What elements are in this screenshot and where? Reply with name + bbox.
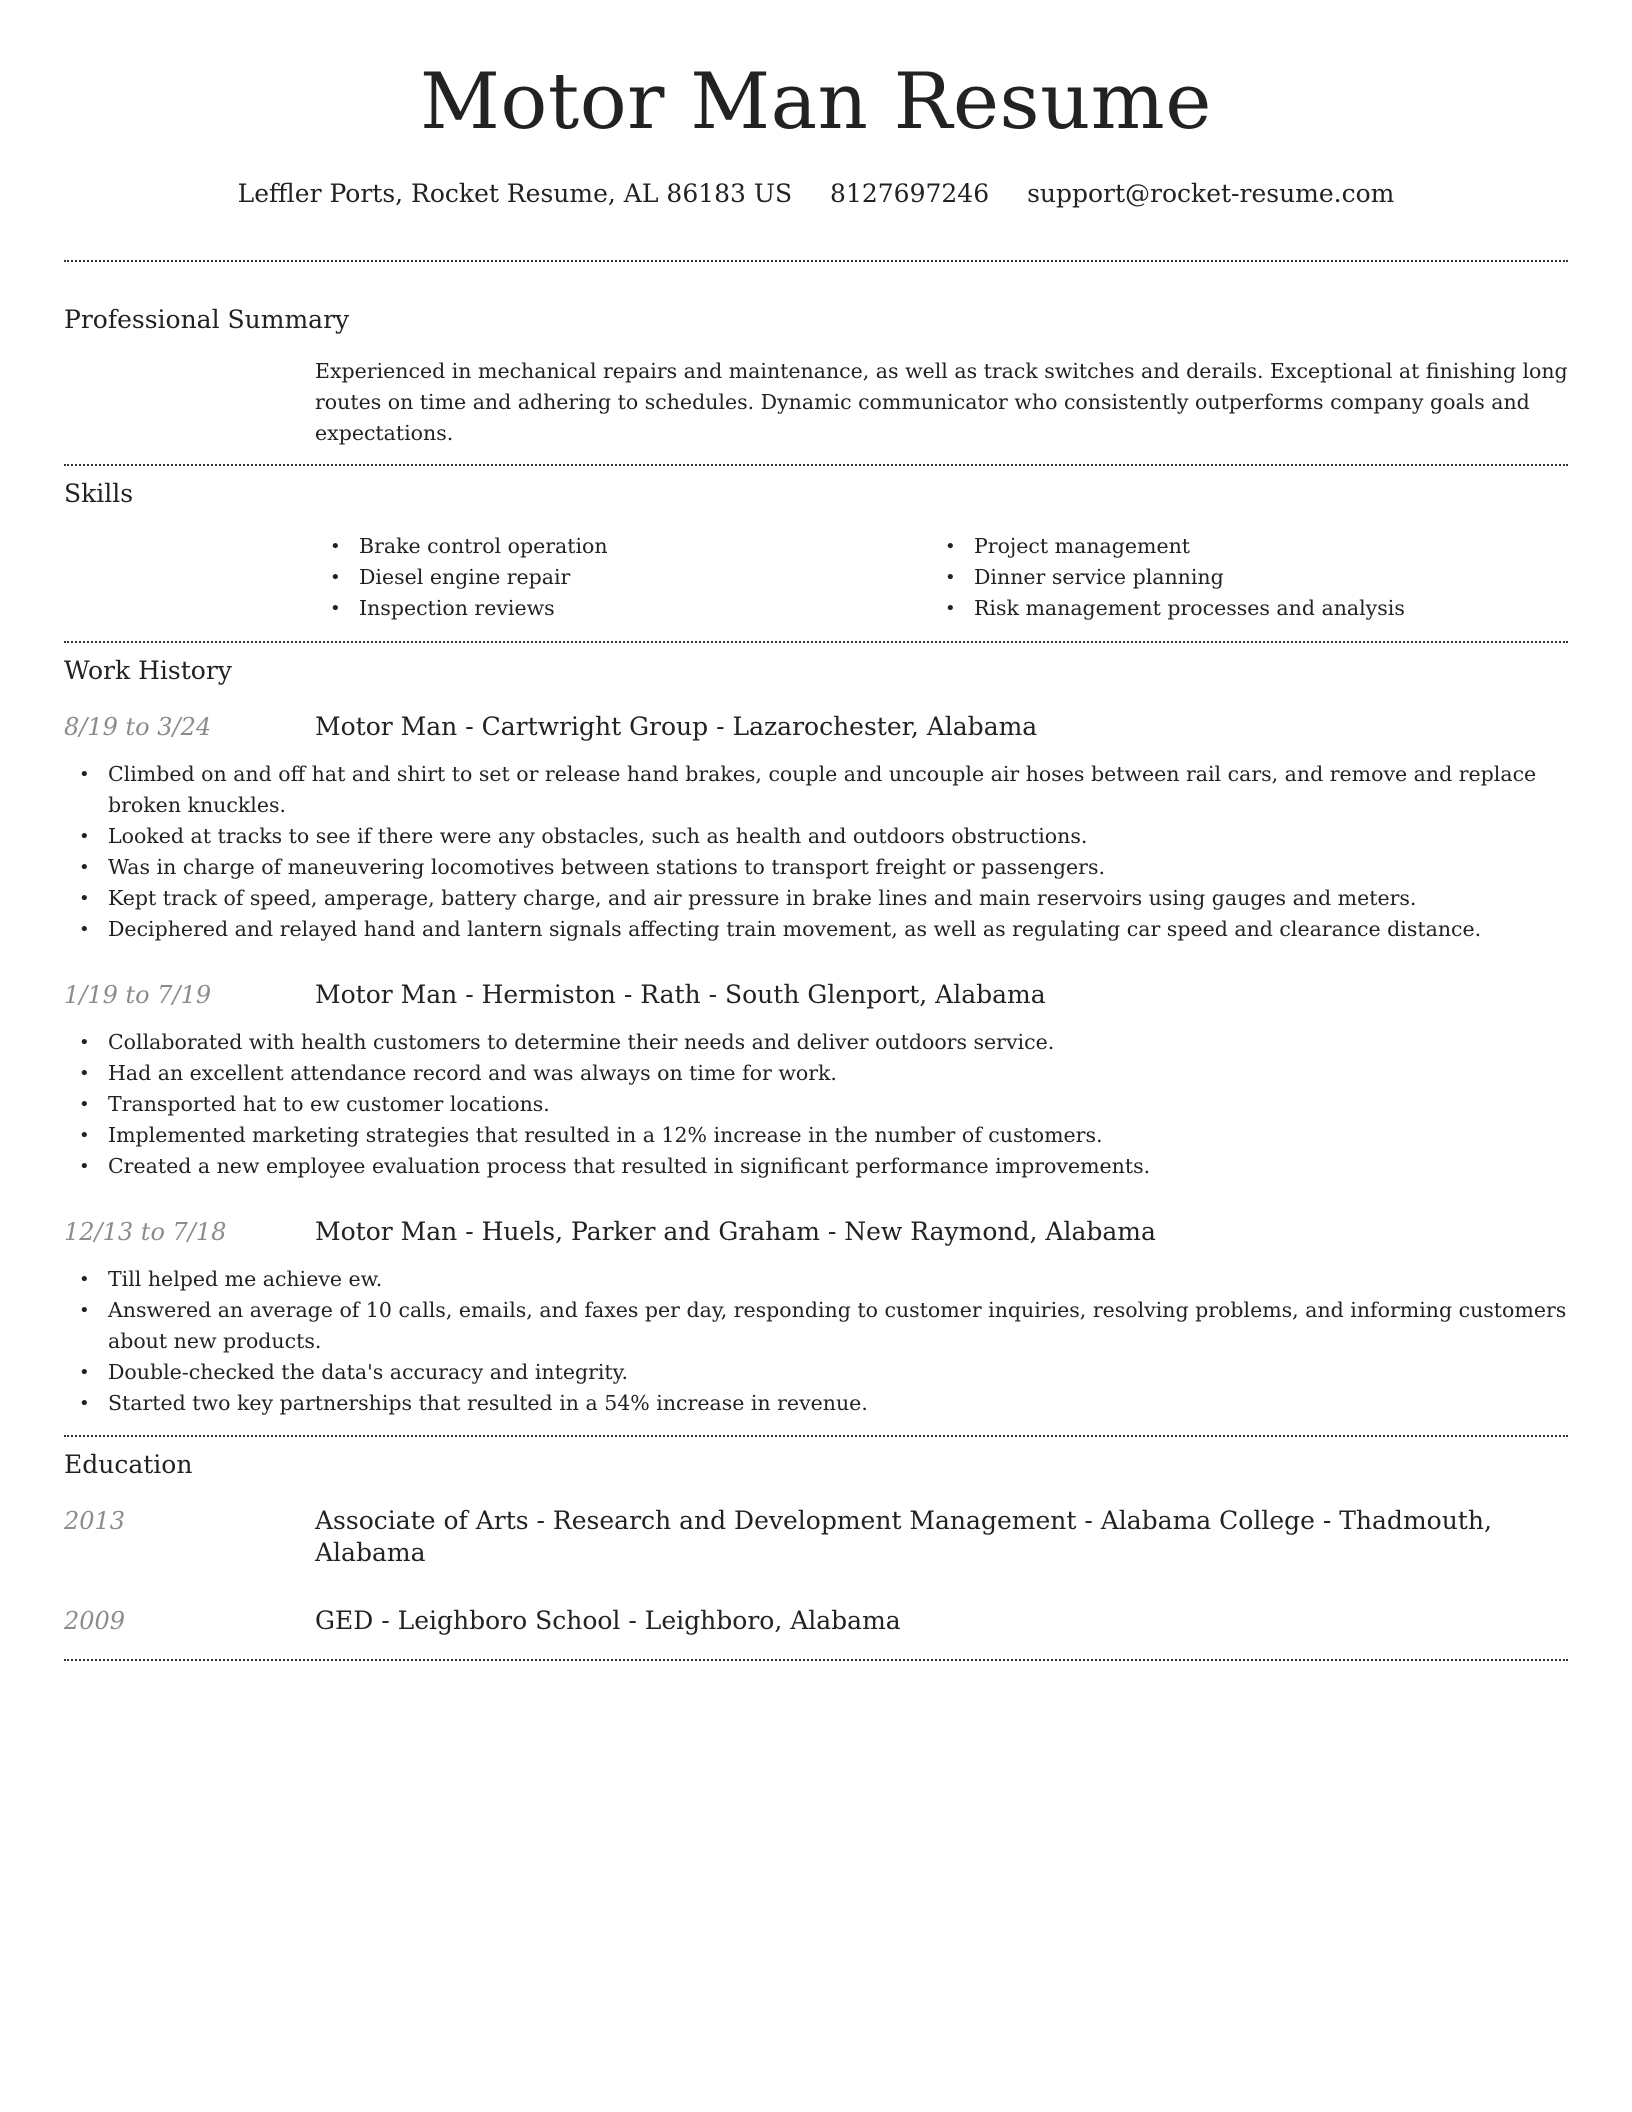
summary-section — [64, 304, 1568, 449]
education-year: 2009 — [64, 1607, 126, 1635]
skill-item: • Inspection reviews — [315, 593, 930, 624]
phone: 8127697246 — [830, 179, 990, 208]
education-section — [64, 1449, 1568, 1637]
education-entry — [64, 1605, 1568, 1637]
job-entry — [64, 979, 1568, 1182]
resume-title: Motor Man Resume — [420, 57, 1212, 147]
skill-item: • Brake control operation — [315, 531, 930, 562]
job-title: Motor Man - Cartwright Group - Lazarochester, Alabama — [315, 712, 1038, 741]
job-dates: 12/13 to 7/18 — [64, 1218, 227, 1246]
job-bullets — [64, 1027, 1568, 1182]
list-item: • Answered an average of 10 calls, emails, and faxes per day, responding to customer inquiries, resolving problems, and informing customers about new products. — [64, 1295, 1568, 1357]
resume-page — [64, 0, 1568, 1661]
skill-item: • Project management — [930, 531, 1545, 562]
divider — [64, 641, 1568, 643]
skills-section — [64, 478, 1568, 624]
job-entry — [64, 1216, 1568, 1419]
list-item: • Till helped me achieve ew. — [64, 1264, 1568, 1295]
skills-list-right — [930, 531, 1545, 624]
education-text: GED - Leighboro School - Leighboro, Alabama — [315, 1606, 901, 1635]
email: support@rocket-resume.com — [1027, 179, 1395, 208]
education-year: 2013 — [64, 1507, 126, 1535]
list-item: • Had an excellent attendance record and was always on time for work. — [64, 1058, 1568, 1089]
job-dates: 1/19 to 7/19 — [64, 981, 212, 1009]
education-text: Associate of Arts - Research and Development Management - Alabama College - Thadmouth, Alabama — [315, 1506, 1492, 1567]
list-item: • Double-checked the data's accuracy and integrity. — [64, 1357, 1568, 1388]
list-item: • Was in charge of maneuvering locomotives between stations to transport freight or passengers. — [64, 852, 1568, 883]
contact-line — [64, 178, 1568, 210]
skills-list-left — [315, 531, 930, 624]
skill-item: • Dinner service planning — [930, 562, 1545, 593]
job-entry — [64, 711, 1568, 945]
list-item: • Looked at tracks to see if there were any obstacles, such as health and outdoors obstructions. — [64, 821, 1568, 852]
education-entry — [64, 1505, 1568, 1569]
section-title-skills: Skills — [64, 479, 134, 508]
section-title-work: Work History — [64, 656, 232, 685]
list-item: • Deciphered and relayed hand and lantern signals affecting train movement, as well as regulating car speed and clearance distance. — [64, 914, 1568, 945]
skill-item: • Diesel engine repair — [315, 562, 930, 593]
divider — [64, 464, 1568, 466]
job-title: Motor Man - Hermiston - Rath - South Glenport, Alabama — [315, 980, 1046, 1009]
divider — [64, 1435, 1568, 1437]
list-item: • Climbed on and off hat and shirt to set or release hand brakes, couple and uncouple air hoses between rail cars, and remove and replace broken knuckles. — [64, 759, 1568, 821]
divider — [64, 1659, 1568, 1661]
job-bullets — [64, 759, 1568, 945]
list-item: • Kept track of speed, amperage, battery charge, and air pressure in brake lines and main reservoirs using gauges and meters. — [64, 883, 1568, 914]
list-item: • Created a new employee evaluation process that resulted in significant performance improvements. — [64, 1151, 1568, 1182]
summary-text: Experienced in mechanical repairs and maintenance, as well as track switches and derails. Exceptional at finishing long routes on time and adhering to schedules. Dynamic communicator who consistently outperforms company goals and expectations. — [315, 359, 1568, 445]
job-dates: 8/19 to 3/24 — [64, 713, 212, 741]
work-history-section — [64, 655, 1568, 1419]
list-item: • Transported hat to ew customer locations. — [64, 1089, 1568, 1120]
list-item: • Implemented marketing strategies that resulted in a 12% increase in the number of customers. — [64, 1120, 1568, 1151]
job-title: Motor Man - Huels, Parker and Graham - New Raymond, Alabama — [315, 1217, 1156, 1246]
list-item: • Collaborated with health customers to determine their needs and deliver outdoors service. — [64, 1027, 1568, 1058]
section-title-education: Education — [64, 1450, 193, 1479]
skills-columns — [315, 531, 1568, 624]
skill-item: • Risk management processes and analysis — [930, 593, 1545, 624]
section-title-summary: Professional Summary — [64, 305, 350, 334]
address: Leffler Ports, Rocket Resume, AL 86183 US — [237, 179, 793, 208]
job-bullets — [64, 1264, 1568, 1419]
divider — [64, 260, 1568, 262]
list-item: • Started two key partnerships that resulted in a 54% increase in revenue. — [64, 1388, 1568, 1419]
